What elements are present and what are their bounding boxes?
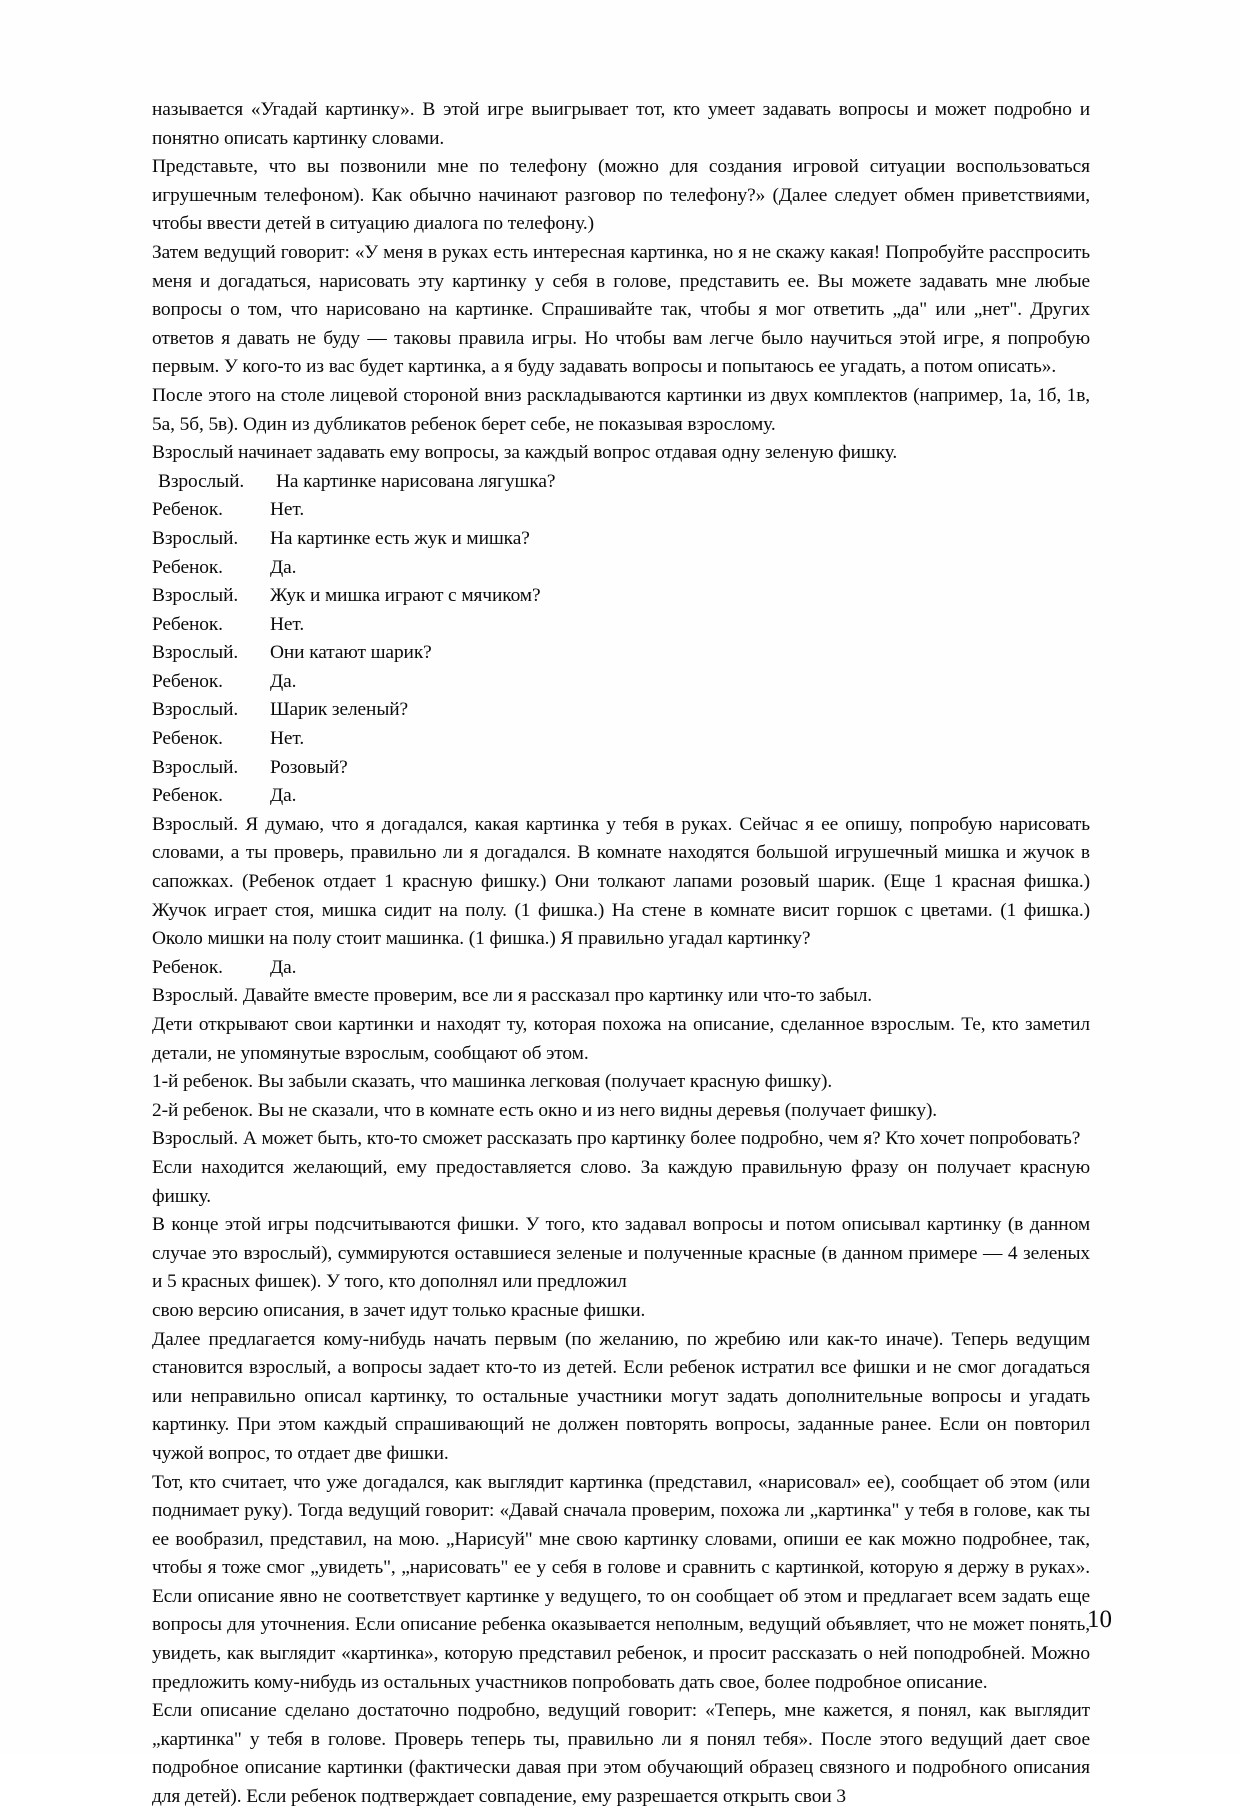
dialogue-line	[152, 496, 1090, 525]
dialogue-line	[152, 582, 1090, 611]
paragraph: В конце этой игры подсчитываются фишки. У того, кто задавал вопросы и потом описывал картинку (в данном случае это взрослый), суммируются оставшиеся зеленые и полученные красные (в данном примере — 4 зеленых и 5 красных фишек). У того, кто дополнял или предложил	[152, 1214, 1090, 1293]
dialogue-line	[152, 639, 1090, 668]
dialogue-text: Жук и мишка играют с мячиком?	[270, 585, 541, 607]
paragraph: 1-й ребенок. Вы забыли сказать, что машинка легковая (получает красную фишку).	[152, 1071, 833, 1093]
dialogue-speaker: Ребенок.	[152, 956, 223, 978]
paragraph: Тот, кто считает, что уже догадался, как выглядит картинка (представил, «нарисовал» ее), сообщает об этом (или поднимает руку). Тогда ведущий говорит: «Давай сначала проверим, похожа ли „картинка" у тебя в голове, как ты ее вообразил, представил, на мою. „Нарисуй" мне свою картинку словами, опиши ее как можно подробнее, так, чтобы я тоже смог „увидеть", „нарисовать" ее у себя в голове и сравнить с картинкой, которую я держу в руках». Если описание явно не соответствует картинке у ведущего, то он сообщает об этом и предлагает всем задать еще вопросы для уточнения. Если описание ребенка оказывается неполным, ведущий объявляет, что не может понять, увидеть, как выглядит «картинка», которую представил ребенок, и просит рассказать о ней поподробней. Можно предложить кому-нибудь из остальных участников попробовать дать свое, более подробное описание.	[152, 1471, 1090, 1693]
dialogue-text: На картинке есть жук и мишка?	[270, 527, 530, 549]
dialogue-speaker: Ребенок.	[152, 499, 223, 521]
page-number: 10	[1087, 1606, 1112, 1633]
paragraph: Далее предлагается кому-нибудь начать первым (по желанию, по жребию или как-то иначе). Теперь ведущим становится взрослый, а вопросы задает кто-то из детей. Если ребенок истратил все фишки и не смог догадаться или неправильно описал картинку, то остальные участники могут задать дополнительные вопросы и угадать картинку. При этом каждый спрашивающий не должен повторять вопросы, заданные ранее. Если он повторил чужой вопрос, то отдает две фишки.	[152, 1328, 1090, 1464]
dialogue-speaker: Взрослый.	[152, 642, 239, 664]
dialogue-text: Шарик зеленый?	[270, 699, 409, 721]
dialogue-text: Да.	[270, 670, 297, 692]
dialogue-speaker: Взрослый.	[152, 585, 239, 607]
dialogue-speaker: Взрослый.	[158, 470, 245, 492]
dialogue-line	[152, 954, 1090, 983]
dialogue-block	[152, 468, 1090, 811]
dialogue-line	[152, 725, 1090, 754]
paragraph: Взрослый начинает задавать ему вопросы, за каждый вопрос отдавая одну зеленую фишку.	[152, 442, 898, 464]
dialogue-text: Нет.	[270, 613, 305, 635]
dialogue-text: На картинке нарисована лягушка?	[276, 470, 556, 492]
dialogue-text: Они катают шарик?	[270, 642, 432, 664]
dialogue-text: Нет.	[270, 728, 305, 750]
dialogue-speaker: Ребенок.	[152, 785, 223, 807]
paragraph: Представьте, что вы позвонили мне по телефону (можно для создания игровой ситуации воспользоваться игрушечным телефоном). Как обычно начинают разговор по телефону?» (Далее следует обмен приветствиями, чтобы ввести детей в ситуацию диалога по телефону.)	[152, 156, 1090, 235]
paragraph: Взрослый. Давайте вместе проверим, все ли я рассказал про картинку или что-то забыл.	[152, 985, 873, 1007]
paragraph: Взрослый. А может быть, кто-то сможет рассказать про картинку более подробно, чем я? Кто хочет попробовать?	[152, 1128, 1081, 1150]
paragraph: Дети открывают свои картинки и находят ту, которая похожа на описание, сделанное взрослым. Те, кто заметил детали, не упомянутые взрослым, сообщают об этом.	[152, 1014, 1090, 1064]
dialogue-speaker: Взрослый.	[152, 699, 239, 721]
paragraph: Если находится желающий, ему предоставляется слово. За каждую правильную фразу он получает красную фишку.	[152, 1156, 1090, 1207]
dialogue-speaker: Взрослый.	[152, 527, 239, 549]
dialogue-line	[152, 525, 1090, 554]
dialogue-speaker: Ребенок.	[152, 613, 223, 635]
paragraph: свою версию описания, в зачет идут только красные фишки.	[152, 1299, 646, 1321]
dialogue-speaker: Ребенок.	[152, 728, 223, 750]
page-text-body	[152, 96, 1090, 1812]
paragraph: Взрослый. Я думаю, что я догадался, какая картинка у тебя в руках. Сейчас я ее опишу, попробую нарисовать словами, а ты проверь, правильно ли я догадался. В комнате находятся большой игрушечный мишка и жучок в сапожках. (Ребенок отдает 1 красную фишку.) Они толкают лапами розовый шарик. (Еще 1 красная фишка.) Жучок играет стоя, мишка сидит на полу. (1 фишка.) На стене в комнате висит горшок с цветами. (1 фишка.) Около мишки на полу стоит машинка. (1 фишка.) Я правильно угадал картинку?	[152, 813, 1090, 950]
dialogue-line	[152, 754, 1090, 783]
dialogue-text: Да.	[270, 785, 297, 807]
paragraph: называется «Угадай картинку». В этой игре выигрывает тот, кто умеет задавать вопросы и может подробно и понятно описать картинку словами.	[152, 99, 1090, 149]
paragraph: Затем ведущий говорит: «У меня в руках есть интересная картинка, но я не скажу какая! Попробуйте расспросить меня и догадаться, нарисовать эту картинку у себя в голове, представить ее. Вы можете задавать мне любые вопросы о том, что нарисовано на картинке. Спрашивайте так, чтобы я мог ответить „да" или „нет". Других ответов я давать не буду — таковы правила игры. Но чтобы вам легче было научиться этой игре, я попробую первым. У кого-то из вас будет картинка, а я буду задавать вопросы и попытаюсь ее угадать, а потом описать».	[152, 241, 1090, 378]
dialogue-text: Розовый?	[270, 756, 348, 778]
dialogue-speaker: Ребенок.	[152, 556, 223, 578]
dialogue-line	[152, 782, 1090, 811]
dialogue-line	[152, 696, 1090, 725]
dialogue-block-2	[152, 954, 1090, 983]
dialogue-line	[152, 611, 1090, 640]
dialogue-line	[152, 468, 1090, 497]
paragraph: После этого на столе лицевой стороной вниз раскладываются картинки из двух комплектов (например, 1а, 1б, 1в, 5а, 5б, 5в). Один из дубликатов ребенок берет себе, не показывая взрослому.	[152, 384, 1090, 435]
dialogue-text: Да.	[270, 956, 297, 978]
paragraph: Если описание сделано достаточно подробно, ведущий говорит: «Теперь, мне кажется, я понял, как выглядит „картинка" у тебя в голове. Проверь теперь ты, правильно ли я понял тебя». После этого ведущий дает свое подробное описание картинки (фактически давая при этом обучающий образец связного и подробного описания для детей). Если ребенок подтверждает совпадение, ему разрешается открыть свои 3	[152, 1700, 1090, 1808]
dialogue-text: Да.	[270, 556, 297, 578]
dialogue-text: Нет.	[270, 499, 305, 521]
dialogue-line	[152, 668, 1090, 697]
paragraph: 2-й ребенок. Вы не сказали, что в комнате есть окно и из него видны деревья (получает фишку).	[152, 1099, 938, 1121]
dialogue-speaker: Ребенок.	[152, 670, 223, 692]
dialogue-speaker: Взрослый.	[152, 756, 239, 778]
dialogue-line	[152, 554, 1090, 583]
